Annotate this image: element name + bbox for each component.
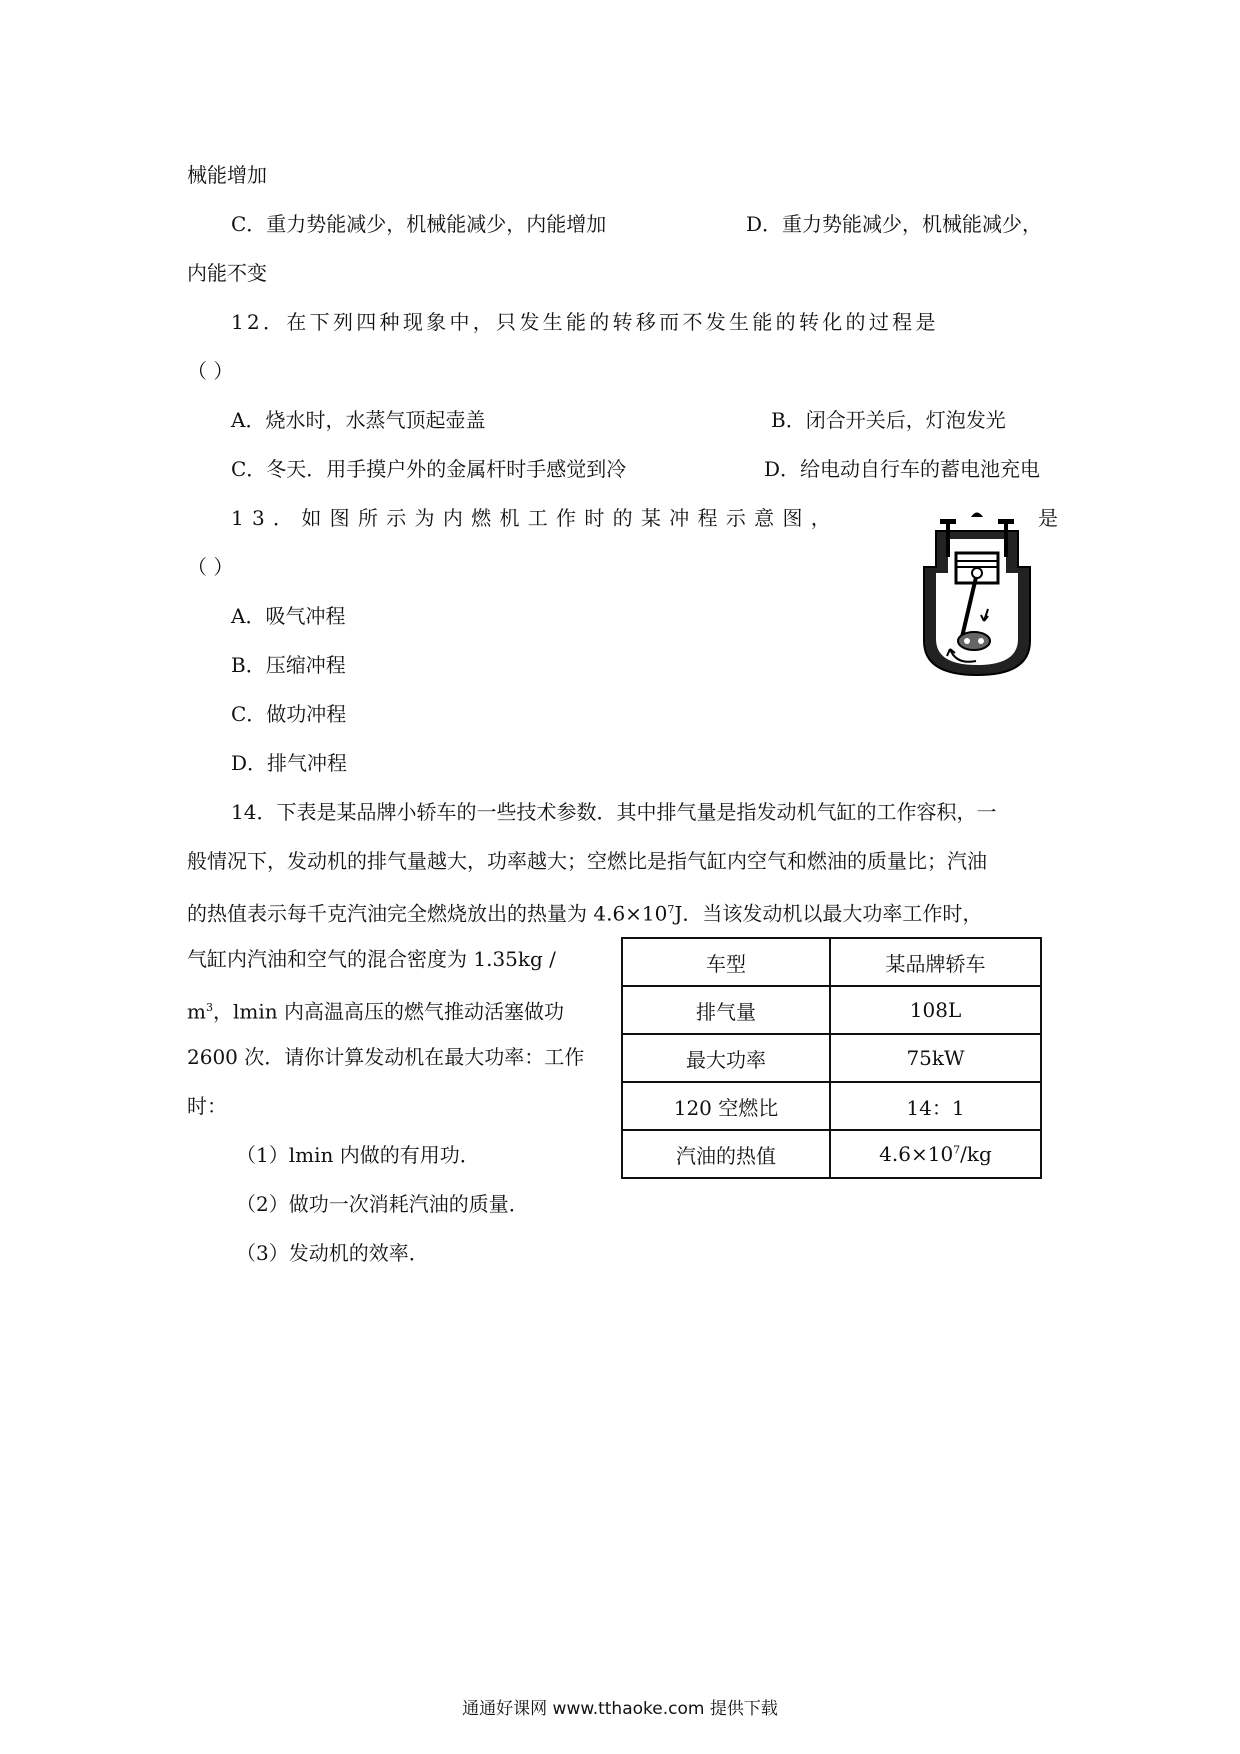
table-cell-unit: /kg [960, 1142, 992, 1166]
q14-line-7: 时： [187, 1094, 227, 1118]
table-cell: 排气量 [622, 986, 830, 1034]
q14-sub-1: （1）lmin 内做的有用功． [236, 1143, 480, 1167]
q14-line-2: 般情况下，发动机的排气量越大，功率越大；空燃比是指气缸内空气和燃油的质量比；汽油 [187, 849, 987, 873]
q14-line-4: 气缸内汽油和空气的混合密度为 1.35kg / [187, 947, 556, 971]
q12-option-d: D．给电动自行车的蓄电池充电 [764, 457, 1041, 481]
q14-line-6: 2600 次．请你计算发动机在最大功率：工作 [187, 1045, 585, 1069]
q11-option-c: C．重力势能减少，机械能减少，内能增加 [231, 212, 607, 236]
q12-option-a: A．烧水时，水蒸气顶起壶盖 [231, 408, 486, 432]
q14-line-5-b: ，lmin 内高温高压的燃气推动活塞做功 [212, 999, 564, 1024]
q13-end: 是 [1038, 506, 1058, 530]
table-cell-value: 4.6×10 [879, 1142, 954, 1166]
q13-option-c: C．做功冲程 [231, 702, 347, 726]
q11-option-d: D．重力势能减少，机械能减少， [746, 212, 1043, 236]
table-cell: 75kW [830, 1034, 1041, 1082]
question-12: 12．在下列四种现象中，只发生能的转移而不发生能的转化的过程是 [231, 310, 939, 334]
q14-line-3-a: 的热值表示每千克汽油完全燃烧放出的热量为 4.6×10 [187, 901, 668, 926]
table-cell: 车型 [622, 938, 830, 986]
q14-line-3-b: J．当该发动机以最大功率工作时， [674, 901, 983, 926]
table-cell: 120 空燃比 [622, 1082, 830, 1130]
q14-sub-2: （2）做功一次消耗汽油的质量． [236, 1192, 529, 1216]
table-cell: 某品牌轿车 [830, 938, 1041, 986]
table-row [622, 1082, 1041, 1130]
table-cell-exp: 7 [953, 1143, 961, 1157]
q13-paren: （ ） [187, 555, 234, 579]
q14-line-5-exp: 3 [205, 1001, 213, 1014]
table-row [622, 986, 1041, 1034]
table-row [622, 1130, 1041, 1178]
question-13: 13．如图所示为内燃机工作时的某冲程示意图， [231, 506, 840, 530]
q13-option-a: A．吸气冲程 [231, 604, 346, 628]
q12-option-b: B．闭合开关后，灯泡发光 [771, 408, 1006, 432]
table-cell [830, 1130, 1041, 1178]
q14-line-5-a: m [187, 999, 206, 1024]
q14-sub-3: （3）发动机的效率． [236, 1241, 429, 1265]
q13-option-d: D．排气冲程 [231, 751, 348, 775]
q14-line-3 [187, 897, 982, 927]
q14-line-3-exp: 7 [667, 903, 675, 916]
q14-line-5 [187, 995, 564, 1025]
line-1: 械能增加 [187, 163, 267, 187]
q12-option-c: C．冬天．用手摸户外的金属杆时手感觉到冷 [231, 457, 627, 481]
spec-table [621, 937, 1042, 1179]
q11-option-d-cont: 内能不变 [187, 261, 267, 285]
q14-line-1: 14．下表是某品牌小轿车的一些技术参数．其中排气量是指发动机气缸的工作容积，一 [231, 800, 997, 824]
q12-paren: （ ） [187, 359, 234, 383]
table-cell: 最大功率 [622, 1034, 830, 1082]
table-cell: 14：1 [830, 1082, 1041, 1130]
q13-option-b: B．压缩冲程 [231, 653, 346, 677]
table-row [622, 1034, 1041, 1082]
engine-stroke-diagram [922, 509, 1032, 679]
table-cell: 汽油的热值 [622, 1130, 830, 1178]
page-footer: 通通好课网 www.tthaoke.com 提供下载 [462, 1699, 778, 1719]
table-cell: 108L [830, 986, 1041, 1034]
table-row [622, 938, 1041, 986]
